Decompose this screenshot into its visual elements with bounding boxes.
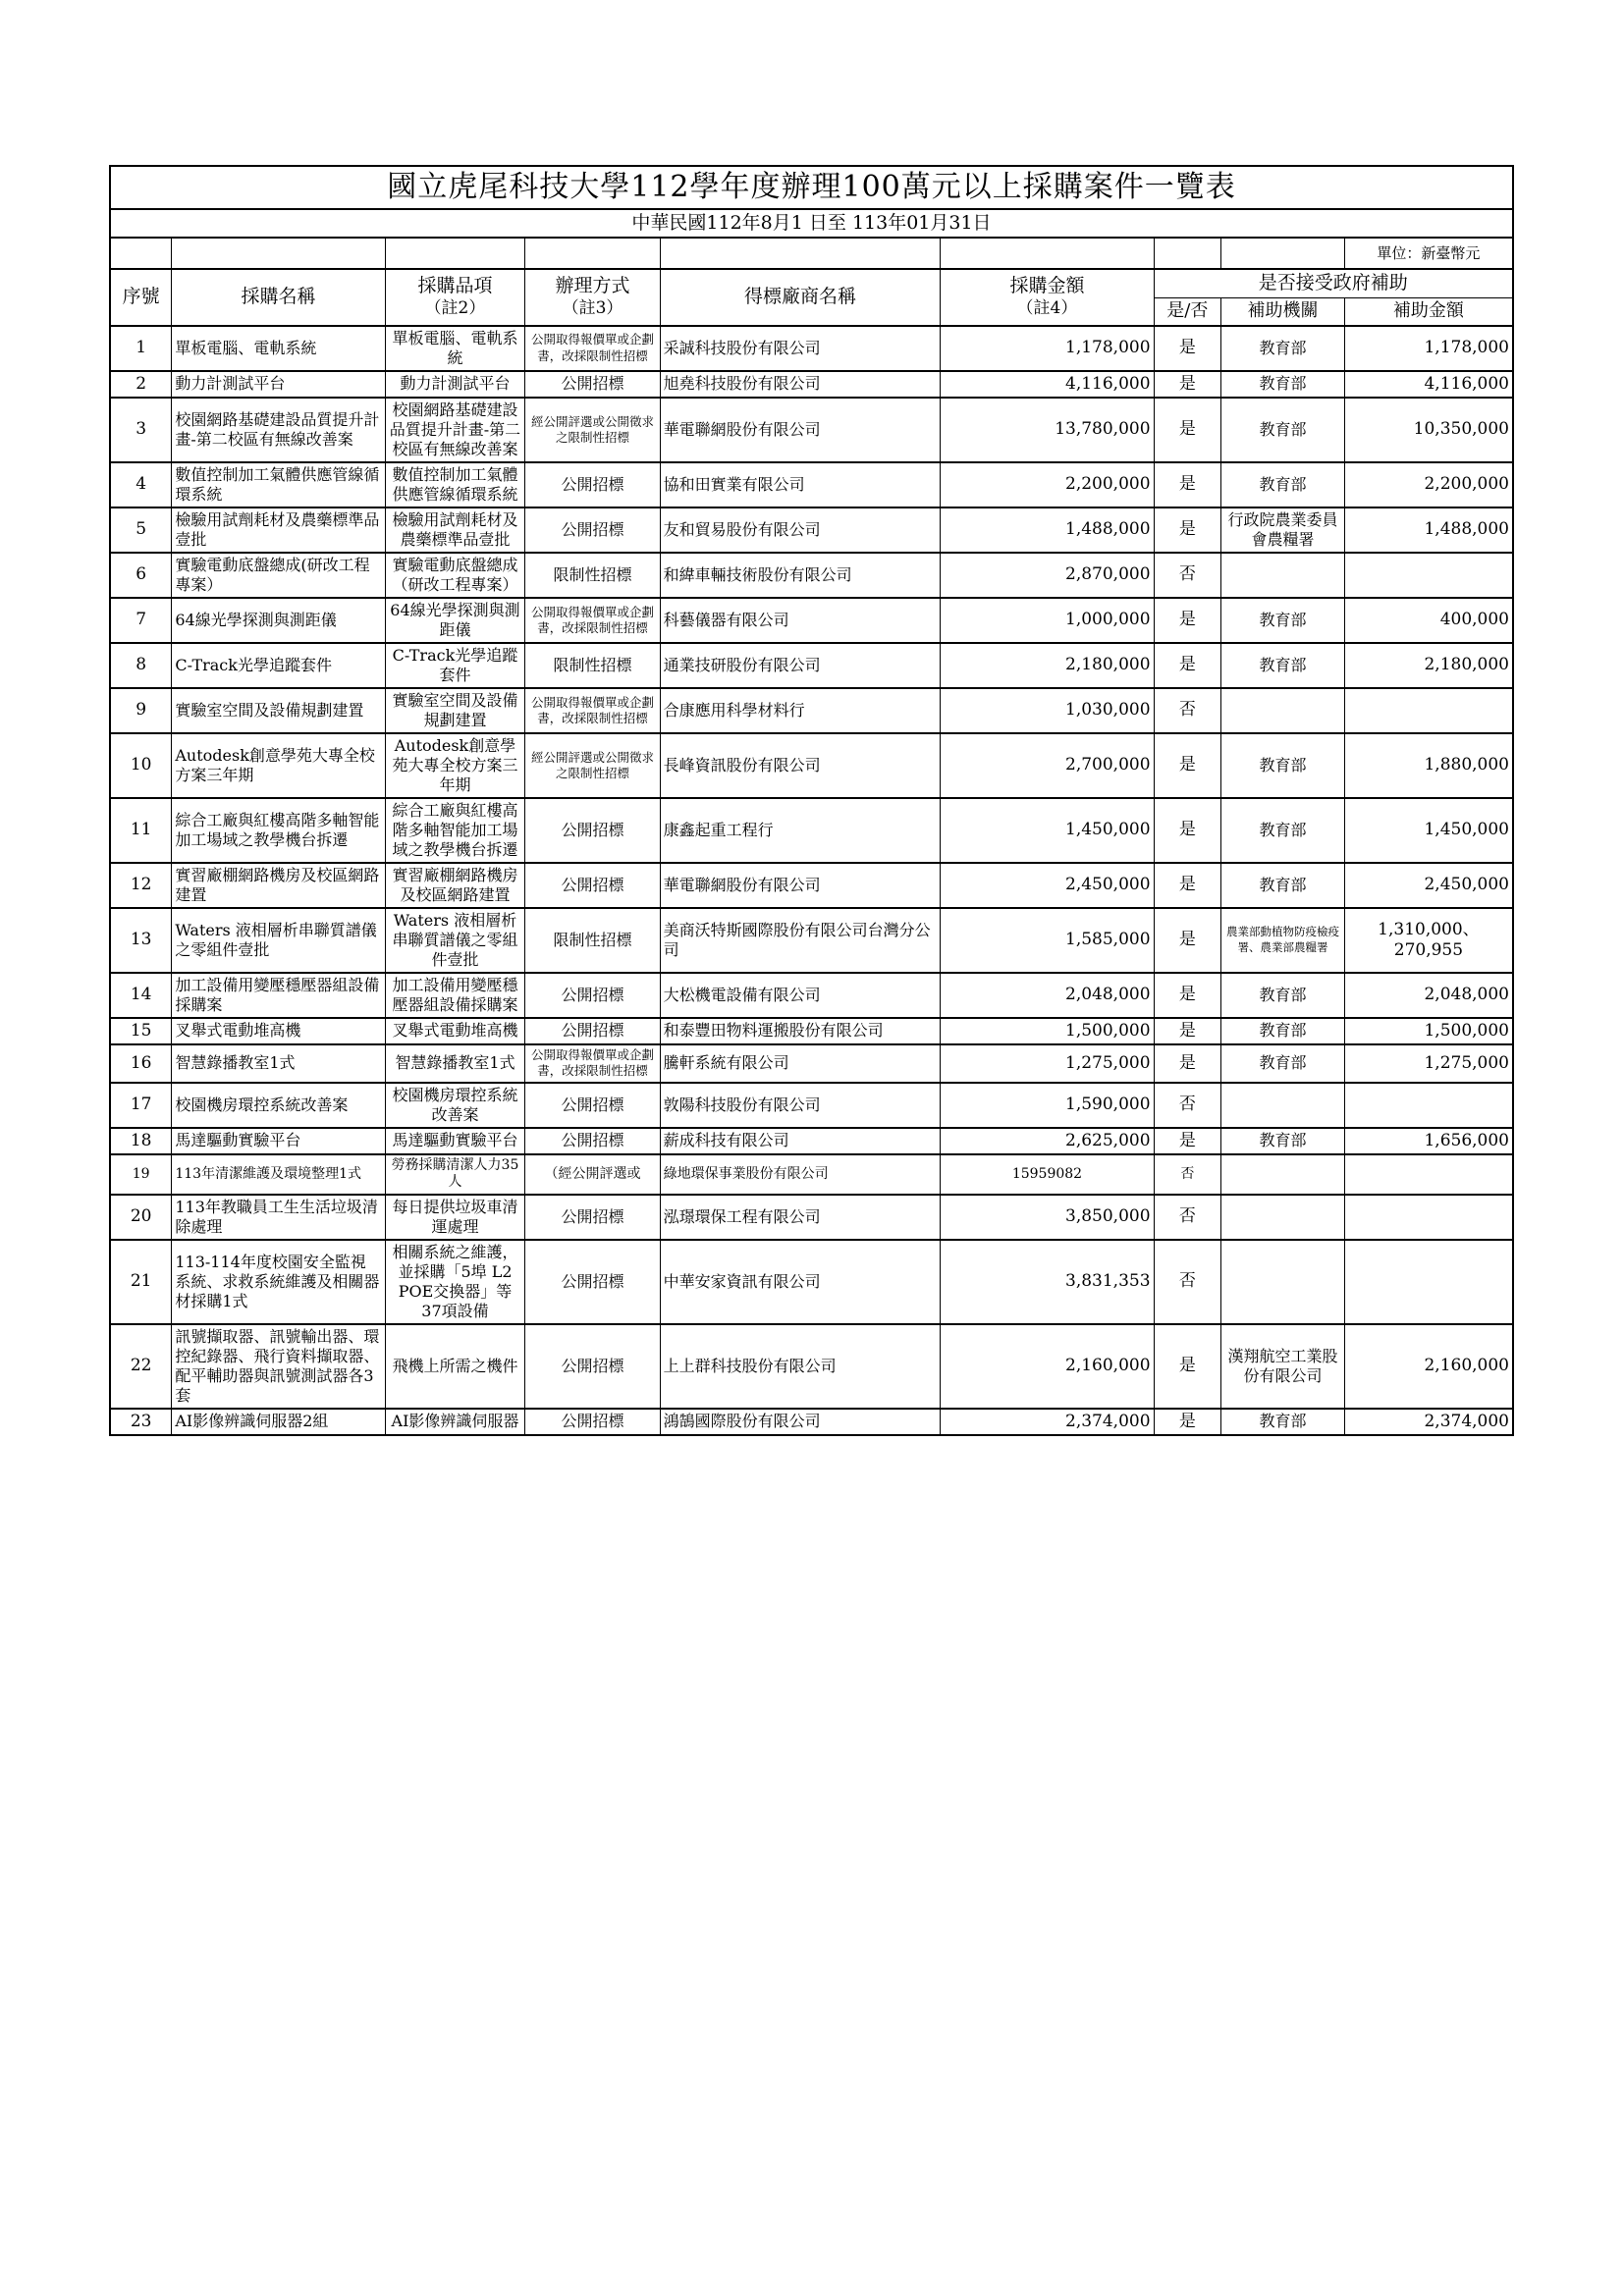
cell-yesno: 是	[1154, 371, 1221, 398]
col-header-vendor: 得標廠商名稱	[660, 269, 941, 325]
unit-row	[110, 238, 1513, 269]
cell-name: 校園機房環控系統改善案	[172, 1083, 385, 1128]
table-row	[110, 371, 1513, 398]
cell-amount: 2,625,000	[941, 1128, 1154, 1154]
cell-yesno: 是	[1154, 1044, 1221, 1083]
blank-cell-name	[172, 238, 385, 269]
cell-sub-amount: 10,350,000	[1344, 398, 1513, 462]
table-row	[110, 643, 1513, 688]
cell-agency: 教育部	[1221, 1044, 1345, 1083]
cell-sub-amount: 1,656,000	[1344, 1128, 1513, 1154]
cell-item: 64線光學探測與測距儀	[385, 598, 525, 643]
cell-agency	[1221, 1240, 1345, 1324]
cell-name: 智慧錄播教室1式	[172, 1044, 385, 1083]
cell-item: 校園機房環控系統改善案	[385, 1083, 525, 1128]
cell-sub-amount	[1344, 553, 1513, 598]
cell-name: 叉舉式電動堆高機	[172, 1018, 385, 1044]
cell-seq: 7	[110, 598, 172, 643]
cell-name: 實驗電動底盤總成(研改工程專案）	[172, 553, 385, 598]
cell-agency: 教育部	[1221, 462, 1345, 507]
cell-amount: 2,700,000	[941, 733, 1154, 798]
cell-sub-amount: 4,116,000	[1344, 371, 1513, 398]
cell-seq: 14	[110, 973, 172, 1018]
cell-item: Waters 液相層析串聯質譜儀之零組件壹批	[385, 908, 525, 973]
table-body	[110, 326, 1513, 1436]
cell-yesno: 是	[1154, 863, 1221, 908]
cell-vendor: 采誠科技股份有限公司	[660, 326, 941, 371]
table-row	[110, 863, 1513, 908]
table-row	[110, 1240, 1513, 1324]
col-header-item	[385, 269, 525, 325]
cell-name: Autodesk創意學苑大專全校方案三年期	[172, 733, 385, 798]
cell-method: 經公開評選或公開徵求之限制性招標	[525, 398, 660, 462]
cell-sub-amount: 1,450,000	[1344, 798, 1513, 863]
table-row	[110, 1128, 1513, 1154]
cell-name: 113-114年度校園安全監視系統、求救系統維護及相關器材採購1式	[172, 1240, 385, 1324]
cell-amount: 15959082	[941, 1154, 1154, 1195]
cell-method: 公開招標	[525, 973, 660, 1018]
cell-item: 馬達驅動實驗平台	[385, 1128, 525, 1154]
col-header-amount-label: 採購金額	[1009, 275, 1085, 297]
cell-yesno: 是	[1154, 643, 1221, 688]
cell-amount: 2,180,000	[941, 643, 1154, 688]
cell-sub-amount	[1344, 1083, 1513, 1128]
cell-vendor: 中華安家資訊有限公司	[660, 1240, 941, 1324]
cell-yesno: 是	[1154, 462, 1221, 507]
cell-yesno: 是	[1154, 398, 1221, 462]
cell-amount: 2,160,000	[941, 1324, 1154, 1409]
procurement-table-sheet	[109, 165, 1514, 1436]
page-title: 國立虎尾科技大學112學年度辦理100萬元以上採購案件一覽表	[110, 166, 1513, 209]
cell-amount: 3,850,000	[941, 1195, 1154, 1240]
cell-yesno: 否	[1154, 1240, 1221, 1324]
table-row	[110, 507, 1513, 553]
cell-method: 公開招標	[525, 1018, 660, 1044]
cell-vendor: 協和田實業有限公司	[660, 462, 941, 507]
col-header-item-note: （註2）	[424, 298, 486, 319]
col-header-amount-note: （註4）	[1016, 298, 1078, 319]
cell-amount: 1,000,000	[941, 598, 1154, 643]
blank-cell-vendor	[660, 238, 941, 269]
blank-cell-amount	[941, 238, 1154, 269]
cell-name: 實習廠棚網路機房及校區網路建置	[172, 863, 385, 908]
cell-item: C-Track光學追蹤套件	[385, 643, 525, 688]
cell-item: 勞務採購清潔人力35人	[385, 1154, 525, 1195]
cell-agency	[1221, 688, 1345, 733]
cell-vendor: 長峰資訊股份有限公司	[660, 733, 941, 798]
cell-method: 公開取得報價單或企劃書，改採限制性招標	[525, 688, 660, 733]
cell-agency: 教育部	[1221, 371, 1345, 398]
cell-item: 動力計測試平台	[385, 371, 525, 398]
cell-seq: 19	[110, 1154, 172, 1195]
col-header-item-label: 採購品項	[417, 275, 493, 297]
cell-amount: 3,831,353	[941, 1240, 1154, 1324]
cell-yesno: 是	[1154, 326, 1221, 371]
cell-sub-amount	[1344, 1195, 1513, 1240]
cell-amount: 13,780,000	[941, 398, 1154, 462]
cell-seq: 17	[110, 1083, 172, 1128]
cell-vendor: 旭堯科技股份有限公司	[660, 371, 941, 398]
cell-yesno: 否	[1154, 553, 1221, 598]
cell-yesno: 是	[1154, 1018, 1221, 1044]
cell-agency: 教育部	[1221, 326, 1345, 371]
col-header-yesno: 是/否	[1154, 298, 1221, 326]
table-row	[110, 1409, 1513, 1435]
cell-item: 實驗室空間及設備規劃建置	[385, 688, 525, 733]
cell-vendor: 康鑫起重工程行	[660, 798, 941, 863]
col-header-method-label: 辦理方式	[555, 275, 630, 297]
cell-seq: 11	[110, 798, 172, 863]
cell-method: 公開招標	[525, 1324, 660, 1409]
cell-seq: 5	[110, 507, 172, 553]
cell-sub-amount	[1344, 688, 1513, 733]
cell-name: 實驗室空間及設備規劃建置	[172, 688, 385, 733]
cell-name: 綜合工廠與紅樓高階多軸智能加工場域之教學機台拆遷	[172, 798, 385, 863]
blank-cell-method	[525, 238, 660, 269]
cell-item: 相關系統之維護，並採購「5埠 L2 POE交換器」等37項設備	[385, 1240, 525, 1324]
cell-name: 113年清潔維護及環境整理1式	[172, 1154, 385, 1195]
cell-yesno: 否	[1154, 1083, 1221, 1128]
cell-yesno: 否	[1154, 1154, 1221, 1195]
cell-vendor: 和緯車輛技術股份有限公司	[660, 553, 941, 598]
cell-method: 公開招標	[525, 1195, 660, 1240]
cell-agency: 農業部動植物防疫檢疫署、農業部農糧署	[1221, 908, 1345, 973]
cell-name: 動力計測試平台	[172, 371, 385, 398]
cell-name: AI影像辨識伺服器2組	[172, 1409, 385, 1435]
cell-sub-amount: 1,178,000	[1344, 326, 1513, 371]
table-row	[110, 733, 1513, 798]
cell-method: 公開招標	[525, 507, 660, 553]
cell-agency: 教育部	[1221, 863, 1345, 908]
cell-method: 公開招標	[525, 1083, 660, 1128]
cell-item: 綜合工廠與紅樓高階多軸智能加工場域之教學機台拆遷	[385, 798, 525, 863]
table-row	[110, 908, 1513, 973]
cell-name: 馬達驅動實驗平台	[172, 1128, 385, 1154]
cell-item: 叉舉式電動堆高機	[385, 1018, 525, 1044]
cell-amount: 2,200,000	[941, 462, 1154, 507]
cell-method: 公開招標	[525, 462, 660, 507]
cell-method: 公開招標	[525, 1128, 660, 1154]
col-header-seq: 序號	[110, 269, 172, 325]
cell-seq: 3	[110, 398, 172, 462]
col-header-amount	[941, 269, 1154, 325]
cell-agency	[1221, 1154, 1345, 1195]
col-header-agency: 補助機關	[1221, 298, 1345, 326]
cell-item: 實習廠棚網路機房及校區網路建置	[385, 863, 525, 908]
cell-sub-amount: 2,160,000	[1344, 1324, 1513, 1409]
table-row	[110, 973, 1513, 1018]
cell-item: 智慧錄播教室1式	[385, 1044, 525, 1083]
cell-sub-amount: 1,275,000	[1344, 1044, 1513, 1083]
table-row	[110, 553, 1513, 598]
cell-item: AI影像辨識伺服器	[385, 1409, 525, 1435]
cell-agency	[1221, 1083, 1345, 1128]
cell-method: 公開取得報價單或企劃書，改採限制性招標	[525, 326, 660, 371]
cell-amount: 2,374,000	[941, 1409, 1154, 1435]
cell-agency: 教育部	[1221, 1018, 1345, 1044]
cell-agency	[1221, 553, 1345, 598]
table-row	[110, 598, 1513, 643]
cell-item: 單板電腦、電軌系統	[385, 326, 525, 371]
cell-name: 數值控制加工氣體供應管線循環系統	[172, 462, 385, 507]
cell-seq: 21	[110, 1240, 172, 1324]
cell-method: 公開招標	[525, 1240, 660, 1324]
cell-yesno: 是	[1154, 798, 1221, 863]
cell-method: 經公開評選或公開徵求之限制性招標	[525, 733, 660, 798]
cell-method: 公開招標	[525, 371, 660, 398]
cell-item: 數值控制加工氣體供應管線循環系統	[385, 462, 525, 507]
subtitle-row	[110, 209, 1513, 239]
cell-yesno: 否	[1154, 688, 1221, 733]
cell-vendor: 大松機電設備有限公司	[660, 973, 941, 1018]
cell-seq: 4	[110, 462, 172, 507]
cell-seq: 20	[110, 1195, 172, 1240]
cell-name: 檢驗用試劑耗材及農藥標準品壹批	[172, 507, 385, 553]
cell-seq: 18	[110, 1128, 172, 1154]
table-row	[110, 688, 1513, 733]
cell-vendor: 鴻鵠國際股份有限公司	[660, 1409, 941, 1435]
cell-name: 113年教職員工生生活垃圾清除處理	[172, 1195, 385, 1240]
cell-agency: 漢翔航空工業股份有限公司	[1221, 1324, 1345, 1409]
col-header-name: 採購名稱	[172, 269, 385, 325]
table-row	[110, 1195, 1513, 1240]
cell-vendor: 美商沃特斯國際股份有限公司台灣分公司	[660, 908, 941, 973]
cell-seq: 9	[110, 688, 172, 733]
cell-item: 檢驗用試劑耗材及農藥標準品壹批	[385, 507, 525, 553]
cell-yesno: 是	[1154, 1409, 1221, 1435]
cell-method: 公開招標	[525, 798, 660, 863]
cell-vendor: 華電聯網股份有限公司	[660, 863, 941, 908]
table-row	[110, 1018, 1513, 1044]
cell-seq: 2	[110, 371, 172, 398]
cell-amount: 1,178,000	[941, 326, 1154, 371]
cell-item: 飛機上所需之機件	[385, 1324, 525, 1409]
cell-sub-amount	[1344, 1240, 1513, 1324]
col-header-sub-amount: 補助金額	[1344, 298, 1513, 326]
cell-item: Autodesk創意學苑大專全校方案三年期	[385, 733, 525, 798]
cell-sub-amount: 1,488,000	[1344, 507, 1513, 553]
cell-amount: 1,450,000	[941, 798, 1154, 863]
cell-seq: 12	[110, 863, 172, 908]
cell-seq: 22	[110, 1324, 172, 1409]
cell-amount: 1,488,000	[941, 507, 1154, 553]
cell-name: 單板電腦、電軌系統	[172, 326, 385, 371]
cell-vendor: 友和貿易股份有限公司	[660, 507, 941, 553]
cell-method: 限制性招標	[525, 908, 660, 973]
cell-agency: 教育部	[1221, 598, 1345, 643]
cell-item: 實驗電動底盤總成（研改工程專案）	[385, 553, 525, 598]
cell-name: C-Track光學追蹤套件	[172, 643, 385, 688]
cell-vendor: 薪成科技有限公司	[660, 1128, 941, 1154]
cell-agency	[1221, 1195, 1345, 1240]
cell-agency: 教育部	[1221, 1128, 1345, 1154]
blank-cell-item	[385, 238, 525, 269]
blank-cell-agency	[1221, 238, 1345, 269]
table-row	[110, 1083, 1513, 1128]
table-row	[110, 462, 1513, 507]
cell-seq: 13	[110, 908, 172, 973]
col-header-method	[525, 269, 660, 325]
currency-unit-note: 單位：新臺幣元	[1344, 238, 1513, 269]
cell-vendor: 科藝儀器有限公司	[660, 598, 941, 643]
cell-method: （經公開評選或	[525, 1154, 660, 1195]
cell-sub-amount: 400,000	[1344, 598, 1513, 643]
cell-amount: 4,116,000	[941, 371, 1154, 398]
cell-vendor: 上上群科技股份有限公司	[660, 1324, 941, 1409]
table-row	[110, 798, 1513, 863]
cell-seq: 15	[110, 1018, 172, 1044]
table-row	[110, 326, 1513, 371]
cell-sub-amount: 2,048,000	[1344, 973, 1513, 1018]
cell-vendor: 騰軒系統有限公司	[660, 1044, 941, 1083]
cell-item: 加工設備用變壓穩壓器組設備採購案	[385, 973, 525, 1018]
cell-agency: 行政院農業委員會農糧署	[1221, 507, 1345, 553]
cell-yesno: 是	[1154, 973, 1221, 1018]
cell-yesno: 是	[1154, 733, 1221, 798]
cell-sub-amount: 1,500,000	[1344, 1018, 1513, 1044]
cell-seq: 10	[110, 733, 172, 798]
cell-name: 加工設備用變壓穩壓器組設備採購案	[172, 973, 385, 1018]
cell-yesno: 是	[1154, 1128, 1221, 1154]
col-header-method-note: （註3）	[562, 298, 623, 319]
date-range-subtitle: 中華民國112年8月1 日至 113年01月31日	[110, 209, 1513, 239]
cell-seq: 16	[110, 1044, 172, 1083]
cell-seq: 23	[110, 1409, 172, 1435]
cell-amount: 1,275,000	[941, 1044, 1154, 1083]
table-row	[110, 398, 1513, 462]
cell-agency: 教育部	[1221, 973, 1345, 1018]
cell-vendor: 和泰豐田物料運搬股份有限公司	[660, 1018, 941, 1044]
cell-name: 校園網路基礎建設品質提升計畫-第二校區有無線改善案	[172, 398, 385, 462]
table-row	[110, 1324, 1513, 1409]
cell-method: 限制性招標	[525, 553, 660, 598]
col-header-subsidy-group: 是否接受政府補助	[1154, 269, 1513, 297]
cell-vendor: 敦陽科技股份有限公司	[660, 1083, 941, 1128]
cell-vendor: 通業技研股份有限公司	[660, 643, 941, 688]
cell-amount: 1,590,000	[941, 1083, 1154, 1128]
table-row	[110, 1044, 1513, 1083]
cell-method: 公開招標	[525, 1409, 660, 1435]
cell-yesno: 是	[1154, 598, 1221, 643]
cell-agency: 教育部	[1221, 798, 1345, 863]
cell-method: 公開取得報價單或企劃書，改採限制性招標	[525, 598, 660, 643]
cell-name: 訊號擷取器、訊號輸出器、環控紀錄器、飛行資料擷取器、配平輔助器與訊號測試器各3套	[172, 1324, 385, 1409]
header-row-primary	[110, 269, 1513, 297]
cell-item: 每日提供垃圾車清運處理	[385, 1195, 525, 1240]
title-row	[110, 166, 1513, 209]
cell-method: 公開取得報價單或企劃書，改採限制性招標	[525, 1044, 660, 1083]
cell-yesno: 是	[1154, 1324, 1221, 1409]
blank-cell-yesno	[1154, 238, 1221, 269]
cell-amount: 2,870,000	[941, 553, 1154, 598]
cell-name: Waters 液相層析串聯質譜儀之零組件壹批	[172, 908, 385, 973]
cell-amount: 1,585,000	[941, 908, 1154, 973]
procurement-table	[109, 165, 1514, 1436]
cell-vendor: 泓璟環保工程有限公司	[660, 1195, 941, 1240]
cell-sub-amount: 1,880,000	[1344, 733, 1513, 798]
cell-yesno: 否	[1154, 1195, 1221, 1240]
cell-yesno: 是	[1154, 908, 1221, 973]
cell-method: 公開招標	[525, 863, 660, 908]
cell-agency: 教育部	[1221, 1409, 1345, 1435]
cell-seq: 6	[110, 553, 172, 598]
cell-sub-amount: 2,450,000	[1344, 863, 1513, 908]
cell-sub-amount: 2,374,000	[1344, 1409, 1513, 1435]
cell-sub-amount	[1344, 1154, 1513, 1195]
cell-agency: 教育部	[1221, 398, 1345, 462]
cell-item: 校園網路基礎建設品質提升計畫-第二校區有無線改善案	[385, 398, 525, 462]
cell-agency: 教育部	[1221, 643, 1345, 688]
cell-amount: 2,048,000	[941, 973, 1154, 1018]
cell-method: 限制性招標	[525, 643, 660, 688]
cell-vendor: 綠地環保事業股份有限公司	[660, 1154, 941, 1195]
cell-amount: 1,030,000	[941, 688, 1154, 733]
cell-seq: 8	[110, 643, 172, 688]
cell-amount: 1,500,000	[941, 1018, 1154, 1044]
cell-sub-amount: 2,200,000	[1344, 462, 1513, 507]
cell-agency: 教育部	[1221, 733, 1345, 798]
cell-sub-amount: 1,310,000、270,955	[1344, 908, 1513, 973]
cell-yesno: 是	[1154, 507, 1221, 553]
table-row	[110, 1154, 1513, 1195]
cell-sub-amount: 2,180,000	[1344, 643, 1513, 688]
cell-vendor: 合康應用科學材料行	[660, 688, 941, 733]
cell-name: 64線光學探測與測距儀	[172, 598, 385, 643]
cell-vendor: 華電聯網股份有限公司	[660, 398, 941, 462]
cell-amount: 2,450,000	[941, 863, 1154, 908]
blank-cell-seq	[110, 238, 172, 269]
cell-seq: 1	[110, 326, 172, 371]
